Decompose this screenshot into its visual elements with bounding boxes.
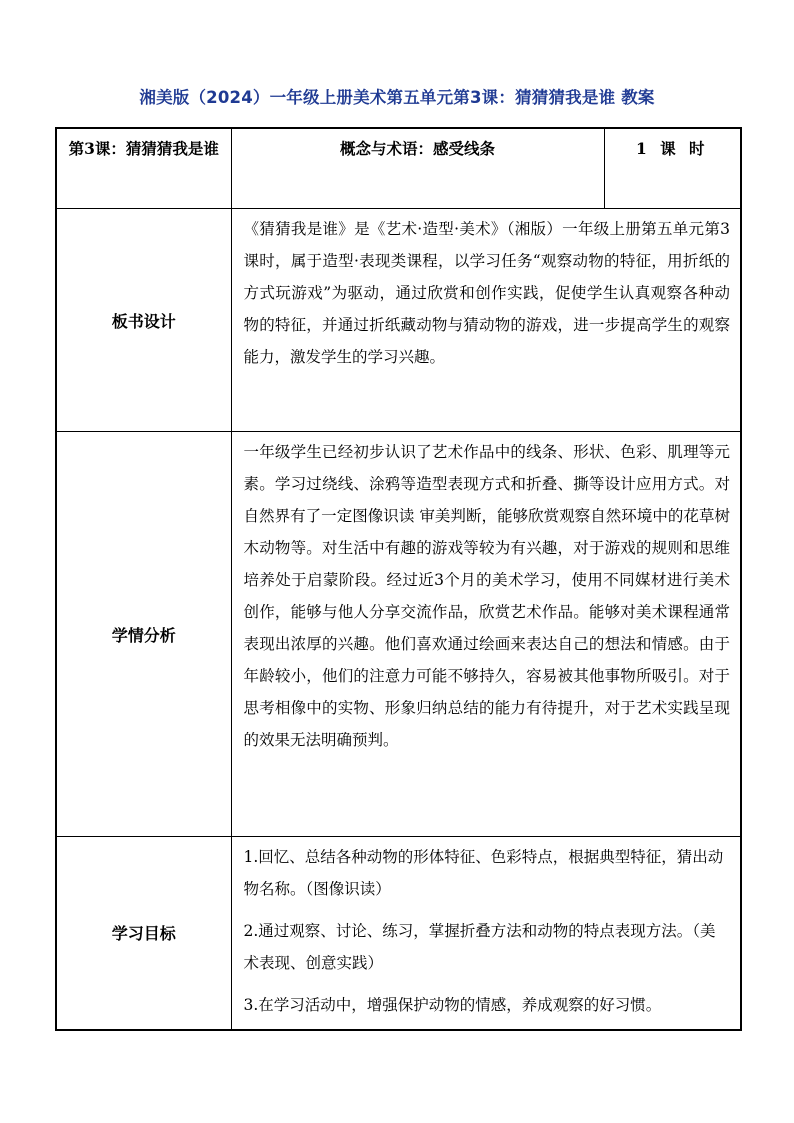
lesson-name-cell	[56, 128, 231, 209]
goal-item-2: 2.通过观察、讨论、练习，掌握折叠方法和动物的特点表现方法。（美术表现、创意实践）	[243, 922, 716, 972]
learning-goals-label: 学习目标	[56, 837, 231, 1030]
goal-item-1: 1.回忆、总结各种动物的形体特征、色彩特点，根据典型特征，猜出动物名称。（图像识读）	[243, 848, 724, 898]
lesson-name: 第3课：猜猜猜我是谁	[68, 139, 219, 158]
student-analysis-label: 学情分析	[56, 432, 231, 837]
concept-cell	[231, 128, 604, 209]
board-design-row	[56, 209, 741, 432]
student-analysis-row	[56, 432, 741, 837]
board-design-label: 板书设计	[56, 209, 231, 432]
document-title: 湘美版（2024）一年级上册美术第五单元第3课：猜猜猜我是谁 教案	[139, 88, 655, 107]
lesson-plan-table	[55, 127, 742, 1031]
concept-terms: 概念与术语：感受线条	[339, 139, 495, 158]
board-design-text: 《猜猜我是谁》是《艺术·造型·美术》（湘版）一年级上册第五单元第3课时，属于造型·表现类课程，以学习任务“观察动物的特征，用折纸的方式玩游戏”为驱动，通过欣赏和创作实践，促使学生认真观察各种动物的特征，并通过折纸藏动物与猜动物的游戏，进一步提高学生的观察能力，激发学生的学习兴趣。	[231, 209, 741, 432]
learning-goals-row	[56, 837, 741, 1030]
learning-goals-list	[231, 837, 741, 1030]
header-row	[56, 128, 741, 209]
class-hours: 1 课 时	[635, 139, 709, 158]
goal-item-3: 3.在学习活动中，增强保护动物的情感，养成观察的好习惯。	[243, 996, 662, 1014]
class-hours-cell	[604, 128, 741, 209]
student-analysis-text: 一年级学生已经初步认识了艺术作品中的线条、形状、色彩、肌理等元素。学习过绕线、涂鸦等造型表现方式和折叠、撕等设计应用方式。对自然界有了一定图像识读 审美判断，能够欣赏观察自然环境中的花草树木动物等。对生活中有趣的游戏等较为有兴趣，对于游戏的规则和思维培养处于启蒙阶段。经过近3个月的美术学习，使用不同媒材进行美术创作，能够与他人分享交流作品，欣赏艺术作品。能够对美术课程通常表现出浓厚的兴趣。他们喜欢通过绘画来表达自己的想法和情感。由于年龄较小，他们的注意力可能不够持久，容易被其他事物所吸引。对于思考相像中的实物、形象归纳总结的能力有待提升，对于艺术实践呈现的效果无法明确预判。	[231, 432, 741, 837]
